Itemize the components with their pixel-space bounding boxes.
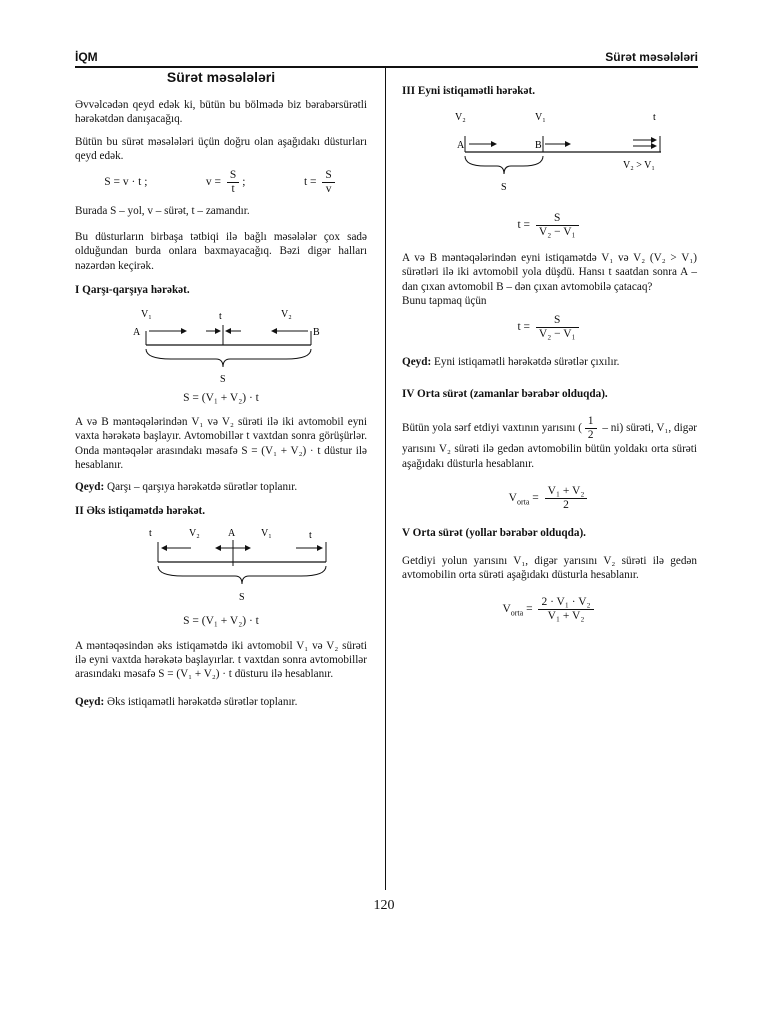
- diagram2-arrowhead-far-right: [317, 545, 323, 551]
- formula-same-direction-2: t = $\frac{S}{\text{V₂ − V₁}}$: [402, 314, 697, 341]
- note-same-direction: Qeyd: Eyni istiqamətli hərəkətdə sürətlər çıxılır.: [402, 356, 620, 369]
- diagram3-v2-label: V₂: [454, 112, 466, 124]
- diagram3-brace: [465, 156, 543, 174]
- formula-avg-time: $V_{orta}$ = $\frac{\text{V₁ + V₂}}{2}$: [402, 485, 697, 512]
- formula-avg-distance: $V_{orta}$ = $\frac{\text{2 · V₁ · V₂}}{\text{V₁ + V₂}}$: [402, 596, 697, 623]
- diagram3-t-label: t: [652, 112, 656, 124]
- formula-reverse: S = (V₁ + V₂) · t: [183, 615, 259, 628]
- formula-same-direction: t = $\frac{S}{\text{V₂ − V₁}}$: [402, 212, 697, 239]
- diagram3-arrowhead-b: [565, 141, 571, 147]
- diagram1-arrowhead-meet-left: [215, 328, 221, 334]
- diagram3-arrowhead-a: [491, 141, 497, 147]
- diagram3-s-label: S: [500, 182, 507, 194]
- diagram2-arrowhead-mid-right: [245, 545, 251, 551]
- diagram2-t2-label: t: [309, 530, 312, 542]
- column-divider: [385, 68, 386, 890]
- formula-avg-time-fraction: $\frac{\text{V₁ + V₂}}{2}$: [545, 485, 588, 512]
- diagram3-condition: V₂ > V₁: [622, 160, 655, 172]
- paragraph-find: Bunu tapmaq üçün: [402, 294, 487, 307]
- diagram3-arrowhead-t2: [651, 143, 657, 149]
- diagram1-arrowhead-meet-right: [225, 328, 231, 334]
- header-right: Sürət məsələləri: [605, 50, 698, 64]
- formula-avg-distance-fraction: $\frac{\text{2 · V₁ · V₂}}{\text{V₁ + V₂}}$: [538, 596, 593, 623]
- diagram1-v2-label: V₂: [281, 309, 292, 321]
- intro-paragraph-1: Əvvəlcədən qeyd edək ki, bütün bu bölmədə biz bərabərsürətli hərəkətdən danışacağıq.: [75, 99, 367, 126]
- page-title: Sürət məsələləri: [166, 69, 276, 85]
- diagram-reverse-motion: [101, 526, 341, 608]
- diagram1-t-label: t: [219, 311, 222, 323]
- formula-v: v = $\frac{S}{t}$ ;: [205, 169, 246, 196]
- diagram3-v1-label: V₁: [534, 112, 546, 124]
- diagram1-a-label: A: [133, 327, 141, 339]
- intro-paragraph-2: Bütün bu sürət məsələləri üçün doğru olan aşağıdakı düsturları qeyd edək.: [75, 135, 367, 162]
- diagram1-brace: [146, 349, 311, 367]
- paragraph-opposite: A və B məntəqələrindən V₁ və V₂ sürəti ilə iki avtomobil eyni vaxta hərəkətə başlayır. Avtomobillər t vaxtdan sonra görüşürlər. Onda məntəqələr arasındakı məsafə S = (V₁ + V₂) · t düstur ilə hesablanır.: [75, 416, 367, 471]
- diagram-opposite-motion: [111, 305, 331, 385]
- formula-t-fraction: $\frac{S}{v}$: [322, 169, 334, 196]
- diagram-same-direction: [435, 106, 665, 206]
- left-column: [75, 68, 367, 717]
- burada-line: Burada S – yol, v – sürət, t – zamandır.: [75, 205, 250, 218]
- intro-paragraph-3: Bu düsturların birbaşa tətbiqi ilə bağlı məsələlər çox sadə olduğundan burda onlara baxmayacağıq. Bəzi digər halları nəzərdən keçirək.: [75, 231, 367, 272]
- page-number: 120: [373, 898, 395, 913]
- half-fraction: $\frac{1}{2}$: [585, 415, 597, 442]
- diagram2-arrowhead-far-left: [161, 545, 167, 551]
- diagram1-arrowhead-right: [181, 328, 187, 334]
- formula-v-fraction: $\frac{S}{t}$: [227, 169, 239, 196]
- header-left: İQM: [75, 50, 98, 64]
- basic-formulas: [75, 169, 367, 196]
- diagram2-arrowhead-mid-left: [215, 545, 221, 551]
- diagram3-a-label: A: [456, 140, 464, 152]
- paragraph-avg-distance: Getdiyi yolun yarısını V₁, digər yarısını V₂ sürəti ilə gedən avtomobilin orta sürəti aşağıdakı düsturla hesablanır.: [402, 555, 697, 582]
- section-5-heading: V Orta sürət (yollar bərabər olduqda).: [402, 526, 586, 539]
- formula-opposite: S = (V₁ + V₂) · t: [183, 392, 259, 405]
- formula-same-direction-2-fraction: $\frac{S}{\text{V₂ − V₁}}$: [536, 314, 579, 341]
- diagram2-v1-label: V₁: [261, 528, 272, 540]
- diagram1-v1-label: V₁: [141, 309, 152, 321]
- note-opposite: Qeyd: Qarşı – qarşıya hərəkətdə sürətlər toplanır.: [75, 481, 298, 494]
- section-1-heading: I Qarşı-qarşıya hərəkət.: [75, 283, 190, 296]
- diagram2-a-label: A: [228, 528, 236, 540]
- diagram1-b-label: B: [313, 327, 320, 339]
- note-reverse: Qeyd: Əks istiqamətli hərəkətdə sürətlər toplanır.: [75, 696, 298, 709]
- formula-s: S = v · t ;: [104, 176, 148, 189]
- diagram2-brace: [158, 566, 326, 584]
- diagram3-arrowhead-t1: [651, 137, 657, 143]
- formula-t: t = $\frac{S}{v}$: [304, 169, 338, 196]
- paragraph-same-direction: A və B məntəqələrindən eyni istiqamətdə V₁ və V₂ (V₂ > V₁) sürətləri ilə iki avtomobil yola düşdü. Hansı t saatdan sonra A – dan çıxan avtomobil B – dən çıxan avtomobilə çatacaq?: [402, 252, 697, 293]
- paragraph-avg-time: Bütün yola sərf etdiyi vaxtının yarısını ( $\frac{1}{2}$ – ni) sürəti, V₁, digər yarısını V₂ sürəti ilə gedən avtomobilin bütün yoldakı orta sürəti aşağıdakı düsturla hesablanır.: [402, 415, 698, 470]
- diagram1-s-label: S: [220, 374, 226, 386]
- section-4-heading: IV Orta sürət (zamanlar bərabər olduqda).: [402, 388, 608, 401]
- section-3-heading: III Eyni istiqamətli hərəkət.: [402, 85, 536, 97]
- right-column: [402, 80, 697, 631]
- paragraph-reverse: A məntəqəsindən əks istiqamətdə iki avtomobil V₁ və V₂ sürəti ilə eyni vaxtda hərəkətə başlayırlar. t vaxtdan sonra avtomobillər arasındakı məsafə S = (V₁ + V₂) · t düsturu ilə hesablanır.: [75, 639, 367, 681]
- formula-same-direction-fraction: $\frac{S}{\text{V₂ − V₁}}$: [536, 212, 579, 239]
- diagram2-v2-label: V₂: [189, 528, 200, 540]
- diagram3-b-label: B: [534, 140, 542, 152]
- section-2-heading: II Əks istiqamətdə hərəkət.: [75, 505, 206, 518]
- diagram1-arrowhead-left: [271, 328, 277, 334]
- diagram2-t1-label: t: [149, 528, 152, 540]
- diagram2-s-label: S: [239, 592, 245, 604]
